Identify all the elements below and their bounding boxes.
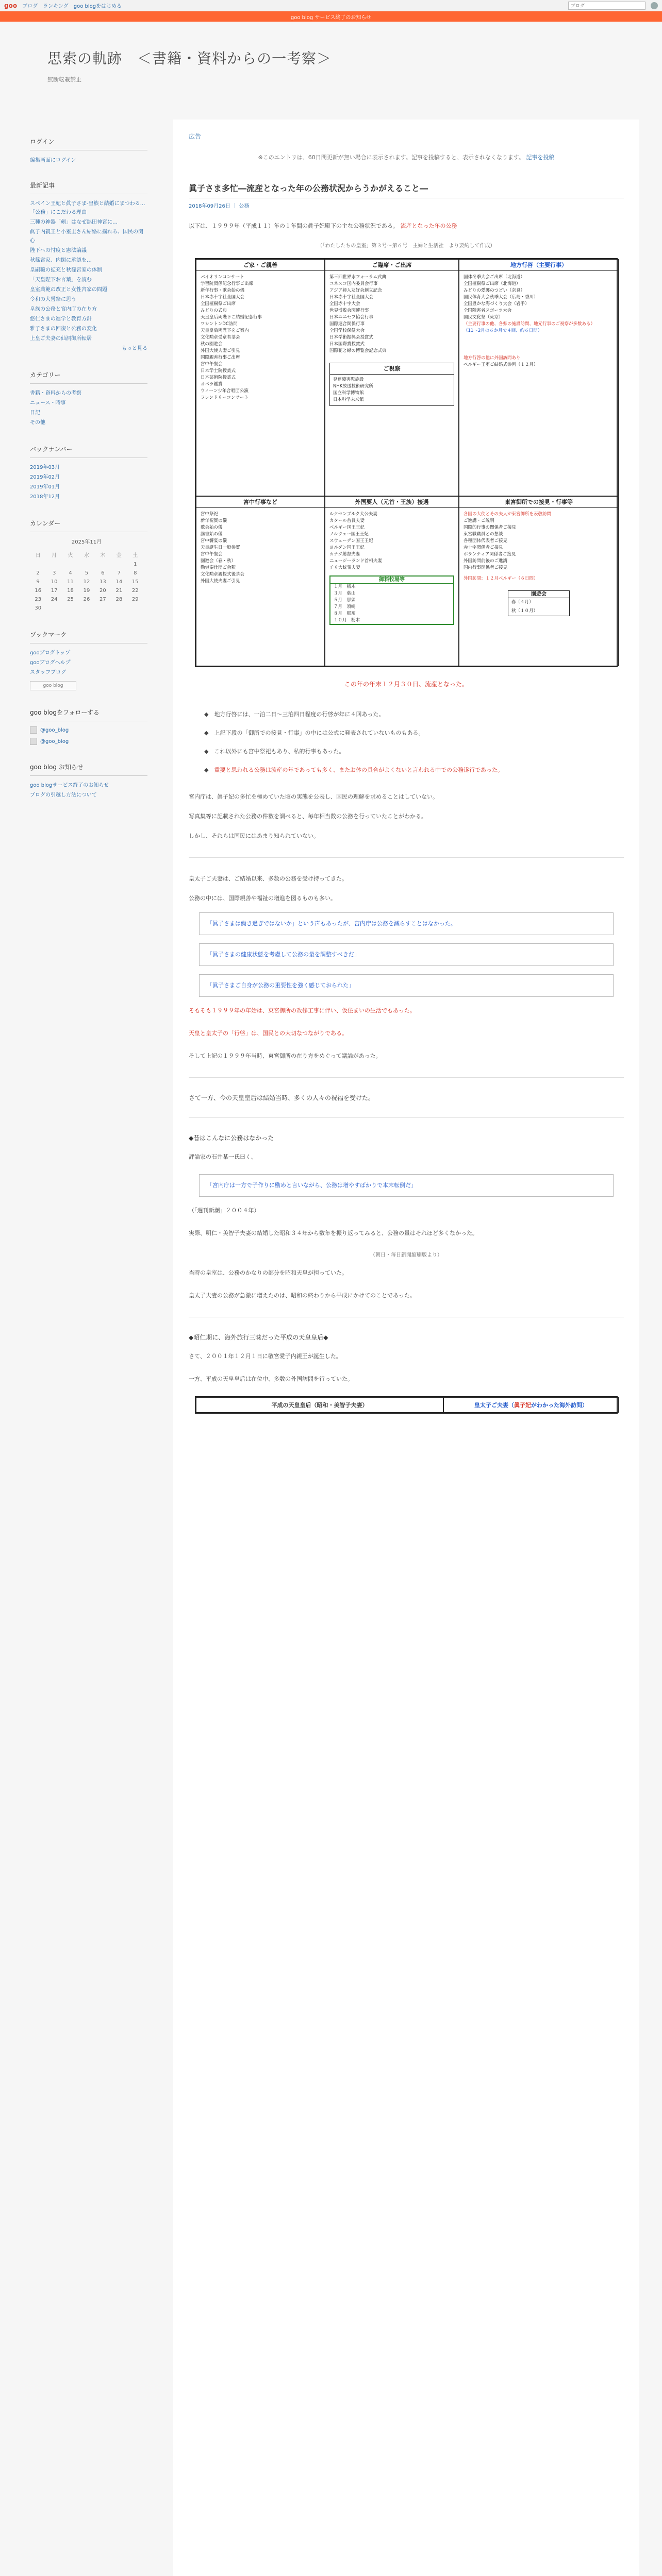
calendar-day: 24 bbox=[51, 597, 58, 602]
schedule-line: 学習院関係記念行事ご出席 bbox=[201, 281, 254, 286]
schedule-line: 国際親善行事ご出席 bbox=[201, 355, 240, 360]
section-heading: さて一方、今の天皇皇后は結婚当時、多くの人々の祝福を受けた。 bbox=[189, 1094, 375, 1101]
garden-party-box bbox=[508, 590, 570, 616]
inactive-notice-text: ※このエントリは、60日間更新が無い場合に表示されます。記事を投稿すると、表示されなくなります。 bbox=[258, 154, 524, 161]
ad-label: 広告 bbox=[189, 133, 202, 140]
schedule-line: NHK放送技術研究所 bbox=[333, 384, 373, 389]
bullet-text: 上記下段の「御所での接見・行事」の中には公式に発表されていないものもある。 bbox=[214, 730, 424, 736]
schedule-line: カナダ総督夫妻 bbox=[329, 552, 360, 557]
calendar-weekdays bbox=[30, 549, 143, 560]
calendar-day bbox=[78, 560, 94, 569]
schedule-line: 国立科学博物館 bbox=[333, 391, 364, 396]
intro-paragraph bbox=[189, 221, 624, 232]
schedule-cell-palace bbox=[459, 496, 619, 666]
bullet-mark: ◆ bbox=[204, 748, 214, 755]
bullet-mark: ◆ bbox=[204, 711, 214, 718]
schedule-line: みどりの愛護のつどい（奈良） bbox=[464, 288, 525, 293]
main-content bbox=[173, 120, 639, 2576]
weekday: 水 bbox=[84, 553, 89, 558]
notice-link[interactable]: ブログの引越し方法について bbox=[30, 792, 97, 798]
schedule-line: 講書始の儀 bbox=[201, 532, 223, 537]
schedule-cell-regional bbox=[459, 259, 619, 496]
schedule-line: 日本学士院授賞式 bbox=[201, 368, 236, 374]
schedule-line: 地方行啓の他に外国訪問あり bbox=[464, 355, 521, 361]
follow-block bbox=[30, 708, 147, 745]
body-paragraph: 皇太子ご夫妻は、ご結婚以来、多数の公務を受け持ってきた。 bbox=[189, 875, 347, 882]
recent-post-link[interactable]: スペイン王妃と眞子さま-皇族と結婚にまつわる…「公務」にこだわる理由 bbox=[30, 201, 145, 215]
follow-icon bbox=[30, 738, 37, 745]
schedule-line: みどりの式典 bbox=[201, 308, 227, 313]
recent-post-link[interactable]: 皇族の公務と宮内庁の在り方 bbox=[30, 307, 97, 312]
bullet-item bbox=[204, 727, 624, 739]
calendar-day: 14 bbox=[115, 579, 123, 585]
weekday: 木 bbox=[100, 553, 106, 558]
calendar-day: 29 bbox=[131, 597, 139, 602]
calendar-day: 7 bbox=[117, 570, 121, 576]
recent-post-link[interactable]: 「天皇陛下お言葉」を読む bbox=[30, 277, 92, 283]
backnumber-link[interactable]: 2019年03月 bbox=[30, 465, 60, 470]
overseas-table-head-right bbox=[443, 1397, 619, 1413]
schedule-line: 国際連合関係行事 bbox=[329, 321, 365, 327]
schedule-line: 宮中祭祀 bbox=[201, 512, 219, 517]
weekday: 日 bbox=[35, 553, 41, 558]
divider bbox=[189, 1117, 624, 1118]
schedule-cell-foreign bbox=[325, 496, 459, 666]
category-list bbox=[30, 389, 147, 427]
calendar-day: 25 bbox=[67, 597, 74, 602]
site-subtitle: 無断転載禁止 bbox=[47, 76, 81, 83]
schedule-line: カタール首長夫妻 bbox=[329, 518, 365, 523]
schedule-line: 国民文化祭（東京） bbox=[464, 315, 503, 320]
section-paragraph: 皇太子夫妻の公務が急激に増えたのは、昭和の終わりから平成にかけてのことであった。 bbox=[189, 1292, 416, 1299]
schedule-line: 宮中午餐会 bbox=[201, 362, 223, 367]
user-icon[interactable] bbox=[651, 2, 658, 9]
schedule-line: 文化勲章受章者茶会 bbox=[201, 335, 240, 340]
weekday: 火 bbox=[68, 553, 73, 558]
schedule-line: 日本芸術院授賞式 bbox=[201, 375, 236, 380]
calendar-day: 22 bbox=[131, 588, 139, 594]
calendar-day: 17 bbox=[51, 588, 58, 594]
schedule-line: 日本ユニセフ協会行事 bbox=[329, 315, 374, 320]
schedule-line: ニュージーランド首相夫妻 bbox=[329, 558, 382, 564]
schedule-line: フレンドリーコンサート bbox=[201, 395, 249, 400]
recent-post-link[interactable]: 眞子内親王と小室圭さん結婚に揺れる、国民の関心 bbox=[30, 229, 143, 244]
schedule-line: 各国の大使とその夫人が東宮御所を表敬訪問 bbox=[464, 512, 552, 517]
schedule-line: 外国大使夫妻ご引見 bbox=[201, 348, 240, 353]
calendar-week bbox=[30, 595, 143, 604]
quote-box bbox=[199, 912, 614, 935]
ranch-box bbox=[329, 575, 454, 625]
schedule-line: ユネスコ国内委員会行事 bbox=[329, 281, 378, 286]
quote-text: 「宮内庁は一方で子作りに励めと言いながら、公務は増やすばかりで本末転倒だ」 bbox=[207, 1182, 417, 1189]
follow-row[interactable] bbox=[30, 738, 147, 745]
notice-block bbox=[30, 762, 147, 800]
body-paragraph: 公務の中には、国際親善や福祉の増進を図るものも多い。 bbox=[189, 895, 336, 902]
weekday: 月 bbox=[52, 553, 57, 558]
calendar-day: 27 bbox=[100, 597, 106, 602]
goo-logo[interactable]: goo bbox=[4, 2, 18, 9]
calendar-day: 6 bbox=[101, 570, 105, 576]
search-input[interactable] bbox=[568, 2, 646, 10]
calendar-week bbox=[30, 578, 143, 586]
calendar-day: 30 bbox=[35, 605, 42, 611]
schedule-line: ベルギー国王王妃 bbox=[329, 525, 365, 530]
overseas-head-suffix: がわかった海外訪問） bbox=[531, 1402, 588, 1409]
calendar-day: 3 bbox=[52, 570, 56, 576]
calendar-day bbox=[46, 560, 62, 569]
follow-icon bbox=[30, 726, 37, 734]
category-block bbox=[30, 370, 147, 427]
notice-heading: goo blog お知らせ bbox=[30, 762, 147, 776]
schedule-head: 東宮御所での接見・行事等 bbox=[459, 497, 618, 508]
ranch-line: ７月 須崎 bbox=[334, 604, 356, 609]
calendar-day: 23 bbox=[35, 597, 42, 602]
calendar-month: 2025年11月 bbox=[71, 539, 102, 545]
follow-link[interactable]: @goo_blog bbox=[40, 738, 69, 744]
topbar-link-ranking[interactable]: ランキング bbox=[43, 4, 69, 9]
follow-heading: goo blogをフォローする bbox=[30, 708, 147, 721]
calendar-day: 9 bbox=[36, 579, 40, 585]
post-category-link[interactable]: 公務 bbox=[239, 204, 250, 209]
calendar-day bbox=[30, 560, 46, 569]
quote-text: そもそも１９９９年の年始は、東宮御所の改修工事に伴い、仮住まいの生活でもあった。 bbox=[189, 1007, 416, 1014]
intro-highlight: 流産となった年の公務 bbox=[400, 223, 457, 229]
schedule-line: 国際花と緑の博覧会記念式典 bbox=[329, 348, 387, 353]
weekday: 金 bbox=[116, 553, 122, 558]
schedule-line: 秋の園遊会 bbox=[201, 342, 223, 347]
schedule-line: 国民体育大会秋季大会（広島・香川） bbox=[464, 295, 538, 300]
section-source: （朝日・毎日新聞縮刷版より） bbox=[370, 1252, 442, 1258]
sidebar bbox=[30, 120, 147, 801]
follow-link[interactable]: @goo_blog bbox=[40, 727, 69, 733]
bullet-text: 重要と思われる公務は流産の年であっても多く、またお体の具合がよくないと言われる中での公務遂行であった。 bbox=[214, 767, 504, 773]
divider bbox=[189, 1077, 624, 1078]
schedule-line: 赤十字関係者ご接見 bbox=[464, 545, 503, 550]
inactive-notice bbox=[189, 153, 624, 161]
service-notice-bar[interactable] bbox=[0, 11, 662, 22]
overseas-head-red: 眞子妃 bbox=[514, 1402, 531, 1409]
schedule-line: 発達障害児施設 bbox=[333, 377, 364, 382]
post-date: 2018年09月26日 bbox=[189, 204, 230, 209]
body-paragraph: 宮内庁は、眞子妃の多忙を極めていた頃の実態を公表し、国民の理解を求めることはしていない。 bbox=[189, 793, 438, 800]
schedule-line: 世界博覧会関連行事 bbox=[329, 308, 369, 313]
schedule-line: 各種団体代表者ご接見 bbox=[464, 538, 508, 544]
schedule-cell-family bbox=[196, 259, 325, 496]
category-link[interactable]: 書籍・資料からの考察 bbox=[30, 391, 81, 396]
section-paragraph: （「週刊新潮」２００４年） bbox=[189, 1207, 260, 1214]
schedule-line: 全国障害者スポーツ大会 bbox=[464, 308, 512, 313]
overseas-visit-table bbox=[195, 1396, 618, 1414]
bookmark-heading: ブックマーク bbox=[30, 630, 147, 643]
inspection-list bbox=[330, 375, 454, 405]
calendar-day: 1 bbox=[134, 562, 137, 567]
schedule-head: ご視察 bbox=[330, 363, 454, 375]
schedule-line: 宮中饗宴の儀 bbox=[201, 538, 227, 544]
schedule-line: ヨルダン国王王妃 bbox=[329, 545, 365, 550]
quote-text: 「眞子さまは働き過ぎではないか」という声もあったが、宮内庁は公務を減らすことはなかった。 bbox=[207, 920, 456, 927]
intro-text: 以下は、１９９９年（平成１１）年の１年間の眞子妃殿下の主な公務状況である。 bbox=[189, 223, 399, 229]
section-paragraph: 実際、明仁・美智子夫妻の結婚した昭和３４年から数年を振り返ってみると、公務の量はそれほど多くなかった。 bbox=[189, 1230, 478, 1236]
calendar-day: 26 bbox=[83, 597, 90, 602]
category-link[interactable]: ニュース・時事 bbox=[30, 400, 66, 406]
weekday: 土 bbox=[133, 553, 138, 558]
schedule-line: 国際的行事の関係者ご接見 bbox=[464, 525, 517, 530]
calendar-week bbox=[30, 586, 143, 595]
schedule-line: バイオリンコンサート bbox=[201, 275, 244, 280]
calendar-grid bbox=[30, 549, 143, 613]
calendar-day bbox=[95, 560, 111, 569]
source-note: （「わたしたちの皇室」第３号〜第６号 主婦と生活社 より要約して作成） bbox=[317, 243, 495, 249]
calendar-day bbox=[62, 604, 78, 613]
quote-paragraph bbox=[189, 1005, 624, 1016]
post-new-link[interactable]: 記事を投稿 bbox=[526, 154, 555, 161]
schedule-line: 外国訪問：１２月ベルギー（６日間） bbox=[464, 576, 538, 581]
divider bbox=[189, 857, 624, 858]
schedule-line: 文化勲章親授式後茶会 bbox=[201, 572, 245, 577]
calendar-day: 18 bbox=[67, 588, 74, 594]
follow-row[interactable] bbox=[30, 726, 147, 734]
backnumber-link[interactable]: 2019年02月 bbox=[30, 474, 60, 480]
recent-post-link[interactable]: 皇嗣職の拡充と秋篠宮家の体制 bbox=[30, 267, 102, 273]
section-paragraph: さて、２００１年１２月１日に敬宮愛子内親王が誕生した。 bbox=[189, 1353, 342, 1360]
calendar-block bbox=[30, 519, 147, 613]
schedule-head: 宮中行事など bbox=[196, 497, 324, 508]
bullet-item bbox=[204, 765, 624, 776]
recent-posts-list bbox=[30, 199, 147, 353]
body-paragraph: しかし、それらは国民にはあまり知られていない。 bbox=[189, 833, 319, 839]
schedule-cell-attendance bbox=[325, 259, 459, 496]
calendar-day: 12 bbox=[83, 579, 90, 585]
schedule-line: 日本赤十字社全国大会 bbox=[201, 295, 245, 300]
ranch-line: ５月 那須 bbox=[334, 598, 356, 603]
schedule-line: 第三回世界水フォーラム式典 bbox=[329, 275, 386, 280]
bookmark-list bbox=[30, 649, 147, 677]
ranch-line: ３月 葉山 bbox=[334, 591, 356, 596]
recent-posts-block bbox=[30, 181, 147, 353]
section-heading: ◆昔はこんなに公務はなかった bbox=[189, 1134, 274, 1142]
schedule-head: ご家・ご親善 bbox=[196, 260, 324, 271]
goo-blog-banner[interactable]: goo blog bbox=[30, 681, 76, 690]
calendar-day: 28 bbox=[115, 597, 123, 602]
overseas-table-head-left: 平成の天皇皇后（昭和・美智子夫妻） bbox=[196, 1397, 443, 1413]
service-notice-text[interactable]: goo blog サービス終了のお知らせ bbox=[290, 14, 372, 21]
schedule-line: スウェーデン国王王妃 bbox=[329, 538, 373, 544]
bullet-list bbox=[204, 709, 624, 776]
schedule-line: 東宮職職員との懇談 bbox=[464, 532, 503, 537]
quote-paragraph: そして上記の１９９９年当時、東宮御所の在り方をめぐって議論があった。 bbox=[189, 1053, 382, 1059]
schedule-head: 地方行啓（主要行事） bbox=[459, 260, 618, 271]
calendar-day: 8 bbox=[134, 570, 137, 576]
schedule-caption: この年の年末１２月３０日、流産となった。 bbox=[344, 681, 468, 688]
schedule-line: 天皇誕生日一般参賀 bbox=[201, 545, 240, 550]
backnumber-link[interactable]: 2019年01月 bbox=[30, 484, 60, 490]
calendar-day bbox=[111, 604, 127, 613]
post-date-line: 2018年09月26日 ｜ 公務 bbox=[189, 204, 250, 209]
calendar bbox=[30, 537, 143, 613]
page-layout bbox=[0, 114, 662, 2576]
recent-posts-heading: 最新記事 bbox=[30, 181, 147, 194]
schedule-line: 日本科学未来館 bbox=[333, 397, 364, 402]
quote-box bbox=[199, 1174, 614, 1197]
schedule-line: ボランティア関係者ご接見 bbox=[464, 552, 516, 557]
schedule-line: チリ大統領夫妻 bbox=[329, 565, 360, 570]
schedule-line: ご進講・ご説明 bbox=[464, 518, 494, 523]
schedule-line: ノルウェー国王王妃 bbox=[329, 532, 369, 537]
calendar-day: 5 bbox=[85, 570, 89, 576]
calendar-day: 13 bbox=[100, 579, 106, 585]
bullet-item bbox=[204, 709, 624, 720]
section-heading: ◆昭仁期に、海外旅行三昧だった平成の天皇皇后◆ bbox=[189, 1334, 328, 1341]
category-heading: カテゴリー bbox=[30, 370, 147, 384]
login-link[interactable]: 編集画面にログイン bbox=[30, 158, 76, 163]
bullet-mark: ◆ bbox=[204, 767, 214, 773]
site-header bbox=[0, 22, 662, 114]
topbar-link-start[interactable]: goo blogをはじめる bbox=[73, 4, 122, 9]
ranch-line: ８月 那須 bbox=[334, 611, 356, 616]
calendar-heading: カレンダー bbox=[30, 519, 147, 532]
backnumber-block bbox=[30, 445, 147, 501]
recent-post-link[interactable]: 悠仁さまの進学と教育方針 bbox=[30, 316, 92, 322]
site-title[interactable]: 思索の軌跡 ＜書籍・資料からの一考察＞ bbox=[47, 50, 332, 67]
calendar-day bbox=[95, 604, 111, 613]
schedule-line: 日本赤十字社全国大会 bbox=[329, 295, 374, 300]
bullet-text: これ以外にも宮中祭祀もあり、私的行事もあった。 bbox=[214, 748, 345, 755]
bookmark-block bbox=[30, 630, 147, 690]
schedule-cell-court bbox=[196, 496, 325, 666]
ranch-line: １月 栃木 bbox=[334, 584, 356, 589]
calendar-week bbox=[30, 560, 143, 569]
schedule-line: 歌会始の儀 bbox=[201, 525, 223, 530]
login-block bbox=[30, 137, 147, 163]
recent-post-link[interactable]: 秋篠宮家、内閣に承認を… bbox=[30, 258, 92, 263]
calendar-day: 21 bbox=[115, 588, 123, 594]
schedule-line: 日本学術振興会授賞式 bbox=[329, 335, 374, 340]
section-paragraph: 評論家の石井某一氏曰く、 bbox=[189, 1154, 257, 1160]
category-link[interactable]: 日記 bbox=[30, 410, 40, 416]
calendar-day bbox=[62, 560, 78, 569]
schedule-line: 全国植樹祭ご出席（北海道） bbox=[464, 281, 521, 286]
calendar-week bbox=[30, 604, 143, 613]
bookmark-link[interactable]: gooブログヘルプ bbox=[30, 660, 71, 666]
schedule-line: （11〜2月の６か月で４回、約６日間） bbox=[464, 328, 542, 333]
section-paragraph: 当時の皇室は、公務のかなりの部分を昭和天皇が担っていた。 bbox=[189, 1269, 347, 1276]
calendar-week bbox=[30, 569, 143, 578]
quote-text: 「眞子さまご自身が公務の重要性を強く感じておられた」 bbox=[207, 982, 354, 989]
schedule-line: 日本国際賞授賞式 bbox=[329, 342, 365, 347]
notice-list bbox=[30, 781, 147, 800]
schedule-line: 全国赤十字大会 bbox=[329, 301, 360, 307]
schedule-line: 宮中午餐会 bbox=[201, 552, 223, 557]
login-heading: ログイン bbox=[30, 137, 147, 150]
bullet-mark: ◆ bbox=[204, 730, 214, 736]
schedule-line: ルクセンブルク大公夫妻 bbox=[329, 512, 377, 517]
notice-link[interactable]: goo blogサービス終了のお知らせ bbox=[30, 783, 109, 788]
recent-post-link[interactable]: 雅子さまの回復と公務の変化 bbox=[30, 326, 97, 332]
quote-box bbox=[199, 943, 614, 966]
top-bar bbox=[0, 0, 662, 11]
calendar-day: 20 bbox=[100, 588, 106, 594]
calendar-day: 19 bbox=[83, 588, 90, 594]
backnumber-heading: バックナンバー bbox=[30, 445, 147, 458]
category-link[interactable]: その他 bbox=[30, 420, 45, 426]
overseas-head-prefix: 皇太子ご夫妻（ bbox=[474, 1402, 514, 1409]
schedule-line: 外国訪問前後のご進講 bbox=[464, 558, 508, 564]
ranch-line: １０月 栃木 bbox=[334, 618, 360, 623]
schedule-line: 外国大使夫妻ご引見 bbox=[201, 579, 240, 584]
calendar-day bbox=[111, 560, 127, 569]
calendar-day bbox=[46, 604, 62, 613]
post-title[interactable]: 眞子さま多忙―流産となった年の公務状況からうかがえること― bbox=[189, 182, 624, 198]
schedule-line: アジア婦人友好会創立記念 bbox=[329, 288, 382, 293]
schedule-line: ベルギー王室ご結婚式参列（１２月） bbox=[464, 362, 538, 367]
garden-party-line: 春（４月） bbox=[511, 600, 534, 605]
schedule-line: 新年祝賀の儀 bbox=[201, 518, 227, 523]
schedule-line: 新年行事・歌会始の儀 bbox=[201, 288, 245, 293]
schedule-line: 国内行事関係者ご接見 bbox=[464, 565, 508, 570]
backnumber-list bbox=[30, 463, 147, 501]
recent-post-link[interactable]: 令和の大嘗祭に思う bbox=[30, 297, 76, 302]
schedule-line: 天皇皇后両陛下ご結婚記念行事 bbox=[201, 315, 262, 320]
schedule-line: 勤労奉仕団ご会釈 bbox=[201, 565, 236, 570]
calendar-day bbox=[78, 604, 94, 613]
backnumber-link[interactable]: 2018年12月 bbox=[30, 494, 60, 500]
recent-post-link[interactable]: 上皇ご夫妻の仙洞御所転居 bbox=[30, 336, 92, 342]
schedule-line: 全国豊かな海づくり大会（岩手） bbox=[464, 301, 529, 307]
body-paragraph: 写真集等に記載された公務の件数を調べると、毎年相当数の公務を行っていたことがわかる。 bbox=[189, 813, 427, 820]
calendar-day: 2 bbox=[36, 570, 40, 576]
quote-text: 天皇と皇太子の「行啓」は、国民との大切なつながりである。 bbox=[189, 1030, 347, 1037]
bookmark-link[interactable]: スタッフブログ bbox=[30, 670, 66, 675]
schedule-line: （主要行事の他、各県の施設訪問、地元行事のご視察が多数ある） bbox=[464, 321, 595, 327]
bullet-item bbox=[204, 746, 624, 757]
quote-box bbox=[199, 974, 614, 997]
schedule-head: ご臨席・ご出席 bbox=[325, 260, 458, 271]
schedule-line: ワシントンDC訪問 bbox=[201, 321, 238, 327]
calendar-day bbox=[127, 604, 143, 613]
schedule-line: 天皇皇后両陛下をご案内 bbox=[201, 328, 249, 333]
section-paragraph: 一方、平成の天皇皇后は在位中、多数の外国訪問を行っていた。 bbox=[189, 1376, 353, 1382]
garden-party-line: 秋（１０月） bbox=[511, 608, 538, 614]
schedule-line: オペラ鑑賞 bbox=[201, 382, 223, 387]
recent-post-link[interactable]: 三種の神器「剣」はなぜ熱田神宮に… bbox=[30, 219, 118, 225]
recent-post-link[interactable]: 陛下への忖度と憲法論議 bbox=[30, 248, 87, 253]
recent-more-link[interactable]: もっと見る bbox=[122, 346, 147, 351]
calendar-day: 10 bbox=[51, 579, 58, 585]
recent-post-link[interactable]: 皇室典範の改正と女性宮家の問題 bbox=[30, 287, 107, 293]
schedule-line: 全国植樹祭ご出席 bbox=[201, 301, 236, 307]
calendar-day: 16 bbox=[35, 588, 42, 594]
garden-party-head: 園遊会 bbox=[508, 591, 569, 598]
schedule-table bbox=[195, 258, 618, 667]
inspection-box bbox=[329, 363, 454, 406]
calendar-day: 4 bbox=[69, 570, 72, 576]
schedule-line: 園遊会（春・秋） bbox=[201, 558, 236, 564]
ranch-head: 御料牧場等 bbox=[330, 577, 453, 584]
calendar-day: 15 bbox=[131, 579, 139, 585]
schedule-line: 国体冬季大会ご出席（北海道） bbox=[464, 275, 525, 280]
quote-text: 「眞子さまの健康状態を考慮して公務の量を調整すべきだ」 bbox=[207, 951, 360, 958]
calendar-day: 11 bbox=[67, 579, 74, 585]
schedule-line: ウィーン少年合唱団公演 bbox=[201, 388, 249, 394]
bullet-text: 地方行啓には、一泊二日〜三泊四日程度の行啓が年に４回あった。 bbox=[214, 711, 385, 718]
schedule-line: 全国学校保健大会 bbox=[329, 328, 365, 333]
bookmark-link[interactable]: gooブログトップ bbox=[30, 650, 71, 656]
quote-paragraph bbox=[189, 1028, 624, 1039]
schedule-head: 外国要人（元首・王族）接遇 bbox=[325, 497, 458, 508]
topbar-link-blog[interactable]: ブログ bbox=[22, 4, 38, 9]
